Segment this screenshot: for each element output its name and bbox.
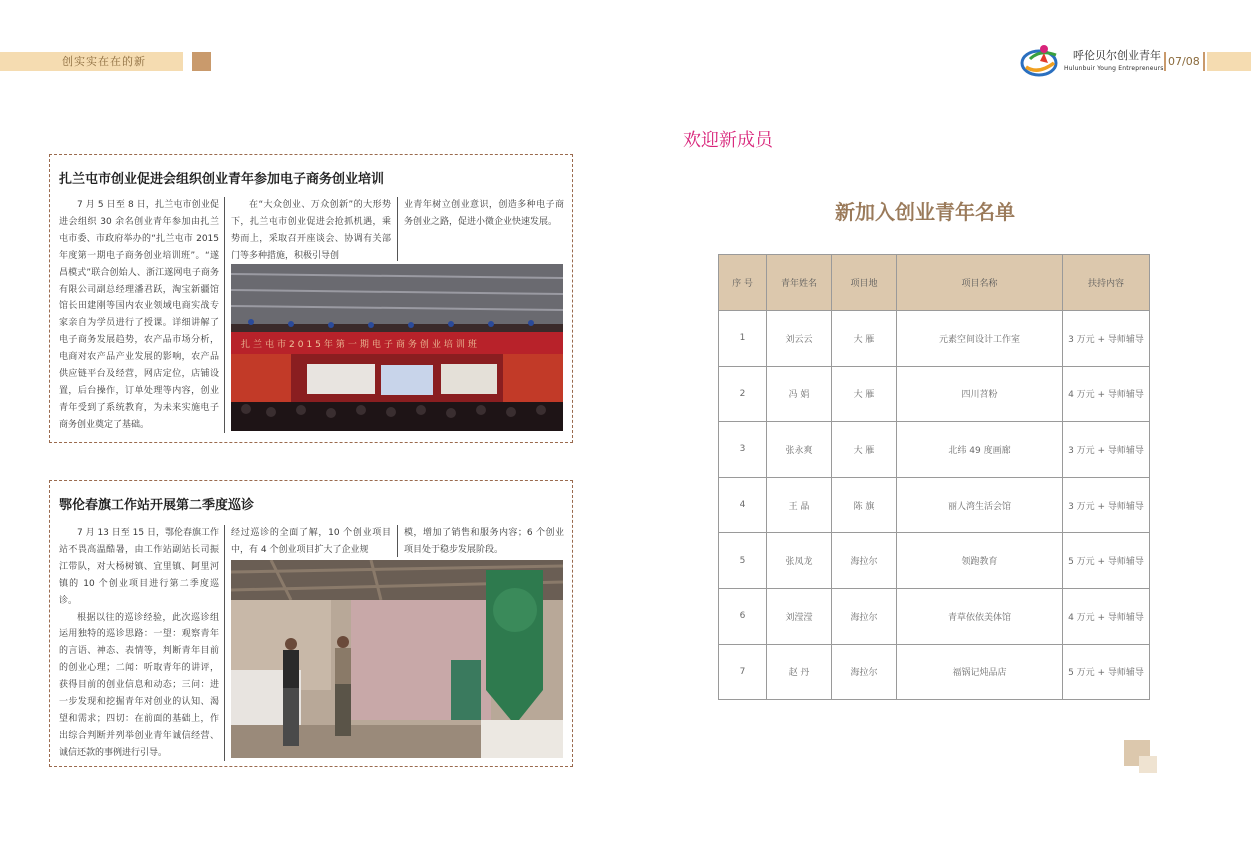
workshop-visit-photo: [231, 560, 563, 758]
section-heading: 欢迎新成员: [683, 130, 773, 151]
table-cell: 3 万元 + 导师辅导: [1063, 477, 1150, 533]
column-header: 项目名称: [897, 255, 1063, 311]
table-cell: 海拉尔: [832, 588, 897, 644]
table-row: [719, 588, 1150, 644]
table-cell: 4 万元 + 导师辅导: [1063, 366, 1150, 422]
table-row: [719, 477, 1150, 533]
table-cell: 5 万元 + 导师辅导: [1063, 533, 1150, 589]
article-paragraph: 7 月 5 日至 8 日，扎兰屯市创业促进会组织 30 余名创业青年参加由扎兰屯市委、市政府举办的“扎兰屯市 2015 年度第一期电子商务创业培训班”。“遂昌模式”联合创始人、浙江遂网电子商务有限公司副总经理潘君跃，淘宝新疆馆馆长田建刚等国内农业领域电商实战专家亲自为学员进行了授课。详细讲解了电子商务发展趋势，农产品市场分析，电商对农产品产业发展的影响，农产品供应链平台及经营，网店定位，店铺设置，后台操作，订单处理等内容，创业青年受到了系统教育，为未来实施电子商务创业奠定了基础。: [59, 200, 219, 430]
table-cell: 青草依依美体馆: [897, 588, 1063, 644]
table-row: [719, 422, 1150, 478]
table-cell: 北纬 49 度画廊: [897, 422, 1063, 478]
column-header: 扶持内容: [1063, 255, 1150, 311]
column-header: 序 号: [719, 255, 767, 311]
table-row: [719, 366, 1150, 422]
article-column: [404, 197, 564, 263]
training-banner-text: 扎兰屯市2015年第一期电子商务创业培训班: [241, 340, 480, 350]
table-cell: 丽人湾生活会馆: [897, 477, 1063, 533]
table-cell: 元素空间设计工作室: [897, 311, 1063, 367]
article-paragraph: 根据以往的巡诊经验，此次巡诊组运用独特的巡诊思路：一望：观察青年的言语、神态、表情等，判断青年目前的创业心理；二闻：听取青年的讲评，获得目前的创业信息和动态；三问：进一步发现和挖掘青年对创业的认知、渴望和需求；四切：在前面的基础上，作出综合判断并列举创业青年诚信经营、诚信还款的事例进行引导。: [59, 612, 219, 758]
column-header: 青年姓名: [767, 255, 832, 311]
column-header: 项目地: [832, 255, 897, 311]
table-cell: 3: [719, 422, 767, 478]
table-row: [719, 311, 1150, 367]
header-divider: [1164, 52, 1166, 71]
table-cell: 5 万元 + 导师辅导: [1063, 644, 1150, 700]
article-column: [59, 197, 219, 437]
column-divider: [397, 525, 398, 557]
table-cell: 王 晶: [767, 477, 832, 533]
article-paragraph: 业青年树立创业意识，创造多种电子商务创业之路，促进小微企业快速发展。: [404, 200, 564, 227]
table-title: 新加入创业青年名单: [835, 200, 1015, 224]
table-cell: 四川苕粉: [897, 366, 1063, 422]
table-cell: 大 雁: [832, 366, 897, 422]
table-cell: 5: [719, 533, 767, 589]
corner-decoration: [1139, 756, 1157, 773]
table-cell: 大 雁: [832, 311, 897, 367]
training-hall-photo: [231, 264, 563, 431]
table-row: [719, 644, 1150, 700]
table-cell: 6: [719, 588, 767, 644]
article-paragraph: 在“大众创业、万众创新”的大形势下，扎兰屯市创业促进会抢抓机遇，乘势而上，采取召开座谈会、协调有关部门等多种措施，积极引导创: [231, 200, 391, 261]
article-title: 扎兰屯市创业促进会组织创业青年参加电子商务创业培训: [59, 172, 385, 187]
article-paragraph: 经过巡诊的全面了解，10 个创业项目中，有 4 个创业项目扩大了企业规: [231, 528, 391, 555]
table-cell: 海拉尔: [832, 533, 897, 589]
table-cell: 福锅记炖品店: [897, 644, 1063, 700]
header-divider: [1203, 52, 1205, 71]
column-divider: [224, 525, 225, 761]
header-right-bar: [1207, 52, 1251, 71]
table-cell: 7: [719, 644, 767, 700]
article-column: [231, 197, 391, 263]
header-org-name: 呼伦贝尔创业青年: [1073, 49, 1161, 62]
table-cell: 3 万元 + 导师辅导: [1063, 311, 1150, 367]
header-org-name-en: Hulunbuir Young Entrepreneurs: [1064, 65, 1164, 72]
article-oroqen-inspection: [49, 480, 573, 767]
table-cell: 3 万元 + 导师辅导: [1063, 422, 1150, 478]
page-number: 07/08: [1168, 55, 1200, 68]
table-cell: 4: [719, 477, 767, 533]
table-cell: 2: [719, 366, 767, 422]
article-paragraph: 模，增加了销售和服务内容；6 个创业项目处于稳步发展阶段。: [404, 528, 564, 555]
table-cell: 刘滢滢: [767, 588, 832, 644]
table-cell: 海拉尔: [832, 644, 897, 700]
article-ecommerce-training: [49, 154, 573, 443]
column-divider: [224, 197, 225, 433]
table-cell: 赵 丹: [767, 644, 832, 700]
org-logo-icon: [1020, 41, 1064, 79]
article-title: 鄂伦春旗工作站开展第二季度巡诊: [59, 498, 255, 513]
table-cell: 刘云云: [767, 311, 832, 367]
table-cell: 4 万元 + 导师辅导: [1063, 588, 1150, 644]
header-left-square: [192, 52, 211, 71]
new-members-table: [718, 254, 1150, 700]
article-paragraph: 7 月 13 日至 15 日，鄂伦春旗工作站不畏高温酷暑，由工作站副站长司振江带队，对大杨树镇、宜里镇、阿里河镇的 10 个创业项目进行第二季度巡诊。: [59, 528, 219, 606]
table-header-row: [719, 255, 1150, 311]
table-cell: 领跑教育: [897, 533, 1063, 589]
article-column: [231, 525, 391, 559]
article-column: [59, 525, 219, 765]
article-column: [404, 525, 564, 559]
table-cell: 陈 旗: [832, 477, 897, 533]
column-divider: [397, 197, 398, 261]
table-row: [719, 533, 1150, 589]
table-cell: 张凤龙: [767, 533, 832, 589]
header-tagline: 创实实在在的新: [62, 55, 146, 68]
table-cell: 张永爽: [767, 422, 832, 478]
table-cell: 1: [719, 311, 767, 367]
table-cell: 大 雁: [832, 422, 897, 478]
table-cell: 冯 娟: [767, 366, 832, 422]
